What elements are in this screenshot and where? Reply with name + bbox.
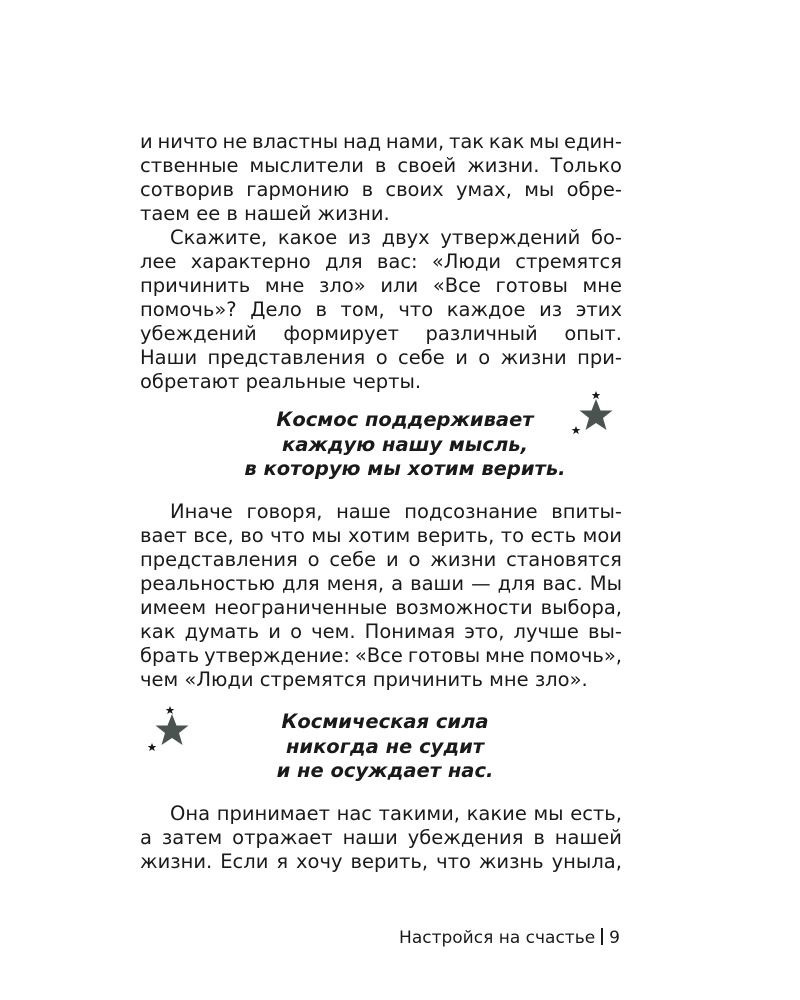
footer-separator <box>601 928 603 945</box>
quote-line: каждую нашу мысль, <box>282 432 528 456</box>
text-line: брать утверждение: «Все готовы мне помочь», <box>140 644 622 667</box>
text-line: ственные мыслители в своей жизни. Только <box>140 154 622 177</box>
book-title: Настройся на счастье <box>399 928 596 948</box>
paragraph-4 <box>140 802 622 874</box>
quote-line: Космос поддерживает <box>276 408 534 431</box>
text-line: таем ее в нашей жизни. <box>140 202 390 225</box>
text-line: Она принимает нас такими, какие мы есть, <box>170 802 622 825</box>
text-line: Скажите, какое из двух утверждений бо- <box>170 226 622 249</box>
quote-line: и не осуждает нас. <box>276 759 494 782</box>
text-line: а затем отражает наши убеждения в нашей <box>140 826 622 849</box>
page-number: 9 <box>609 928 620 948</box>
text-line: сотворив гармонию в своих умах, мы обре- <box>140 178 622 201</box>
text-line: реальностью для меня, а ваши — для вас. Мы <box>140 572 622 595</box>
text-line: вает все, во что мы хотим верить, то есть мои <box>140 524 622 547</box>
quote-line: в которую мы хотим верить. <box>244 457 566 480</box>
text-line: жизни. Если я хочу верить, что жизнь уныла, <box>140 850 622 873</box>
star-icon <box>566 390 626 440</box>
star-icon <box>140 705 200 755</box>
text-line: лее характерно для вас: «Люди стремятся <box>140 250 622 273</box>
text-line: имеем неограниченные возможности выбора, <box>140 596 622 619</box>
paragraph-2 <box>140 226 622 394</box>
paragraph-3 <box>140 500 622 692</box>
quote-line: Космическая сила <box>281 710 489 733</box>
text-line: чем «Люди стремятся причинить мне зло». <box>140 668 588 691</box>
page-footer <box>377 905 620 971</box>
pull-quote-2 <box>210 710 560 784</box>
text-line: Иначе говоря, наше подсознание впиты- <box>170 500 622 523</box>
text-line: помочь»? Дело в том, что каждое из этих <box>140 298 622 321</box>
paragraph-1 <box>140 130 622 226</box>
text-line: как думать и о чем. Понимая это, лучше вы- <box>140 620 622 643</box>
text-line: Наши представления о себе и о жизни при- <box>140 346 622 369</box>
quote-line: никогда не судит <box>285 734 485 758</box>
text-line: убеждений формирует различный опыт. <box>140 322 622 345</box>
text-line: и ничто не властны над нами, так как мы един- <box>140 130 622 153</box>
text-line: представления о себе и о жизни становятся <box>140 548 622 571</box>
text-line: обретают реальные черты. <box>140 370 422 393</box>
text-line: причинить мне зло» или «Все готовы мне <box>140 274 622 297</box>
